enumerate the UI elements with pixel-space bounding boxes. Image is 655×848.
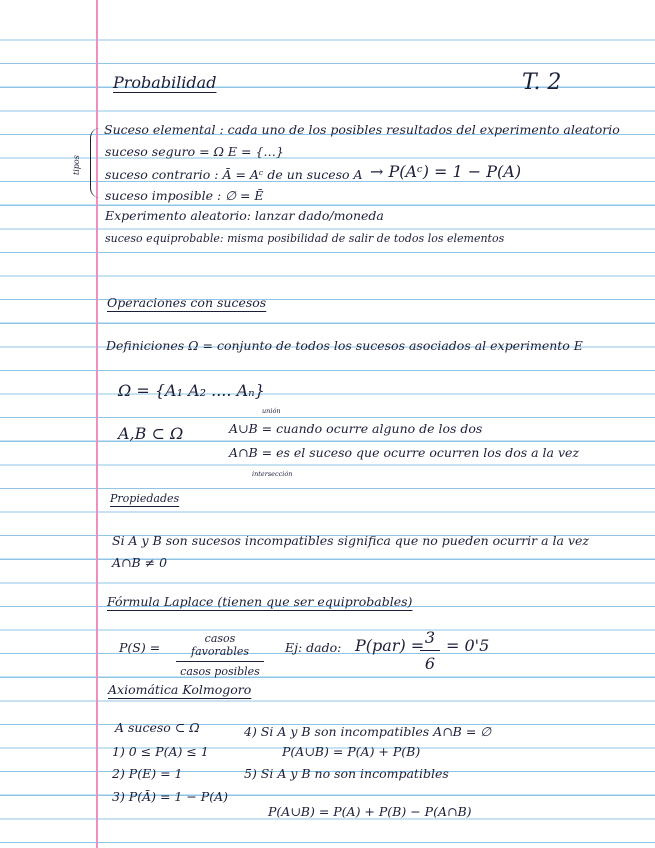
example-fraction xyxy=(420,628,440,673)
topic-label: T. 2 xyxy=(522,70,562,95)
section-heading-propiedades: Propiedades xyxy=(110,492,180,505)
axiom-1: 1) 0 ≤ P(A) ≤ 1 xyxy=(112,744,209,759)
page-title: Probabilidad xyxy=(113,73,217,92)
axiom-2: 2) P(E) = 1 xyxy=(112,766,183,781)
example-label: Ej: dado: xyxy=(285,640,342,655)
omega-set: Ω = {A₁ A₂ .... Aₙ} xyxy=(118,381,265,400)
section-heading-operaciones: Operaciones con sucesos xyxy=(107,295,267,310)
ab-subset: A,B ⊂ Ω xyxy=(118,424,184,443)
laplace-numerator: casos favorables xyxy=(176,632,264,662)
section-heading-kolmogorov: Axiomática Kolmogoro xyxy=(108,682,252,697)
axiom-5: 5) Si A y B no son incompatibles xyxy=(244,766,449,781)
laplace-lhs: P(S) = xyxy=(119,640,161,655)
intersection-note: intersección xyxy=(252,470,293,478)
incompatibles-definition: Si A y B son sucesos incompatibles significa que no pueden ocurrir a la vez xyxy=(112,533,590,548)
bracket-label: tipos xyxy=(72,155,81,175)
example-lhs: P(par) = xyxy=(355,636,425,655)
example-denominator: 6 xyxy=(424,654,436,673)
axiom-4: 4) Si A y B son incompatibles A∩B = ∅ xyxy=(244,724,492,739)
axiom-3: 3) P(Ā) = 1 − P(A) xyxy=(112,789,228,804)
axiom-5-formula: P(A∪B) = P(A) + P(B) − P(A∩B) xyxy=(268,804,472,819)
suceso-contrario: suceso contrario : Ā = Aᶜ de un suceso A xyxy=(105,167,363,182)
bracket xyxy=(90,128,101,198)
suceso-seguro: suceso seguro = Ω E = {…} xyxy=(105,144,284,159)
suceso-imposible: suceso imposible : ∅ = Ē xyxy=(105,188,264,203)
union-note: unión xyxy=(262,407,281,415)
suceso-equiprobable: suceso equiprobable: misma posibilidad de salir de todos los elementos xyxy=(105,232,505,245)
laplace-fraction xyxy=(176,632,264,678)
example-result: = 0'5 xyxy=(446,636,490,655)
suceso-elemental: Suceso elemental : cada uno de los posibles resultados del experimento aleatorio xyxy=(104,122,620,137)
section-heading-laplace: Fórmula Laplace (tienen que ser equiprobables) xyxy=(107,594,413,609)
laplace-denominator: casos posibles xyxy=(180,665,260,678)
kolmogorov-setup: A suceso ⊂ Ω xyxy=(115,720,200,735)
example-numerator: 3 xyxy=(420,628,440,651)
contrario-formula: → P(Aᶜ) = 1 − P(A) xyxy=(370,162,522,181)
union-definition: A∪B = cuando ocurre alguno de los dos xyxy=(229,421,483,436)
intersection-definition: A∩B = es el suceso que ocurre ocurren los dos a la vez xyxy=(229,445,580,460)
experimento-aleatorio: Experimento aleatorio: lanzar dado/moneda xyxy=(105,208,384,223)
definiciones: Definiciones Ω = conjunto de todos los sucesos asociados al experimento E xyxy=(106,338,583,353)
incompatibles-formula: A∩B ≠ 0 xyxy=(112,555,168,570)
axiom-4-formula: P(A∪B) = P(A) + P(B) xyxy=(282,744,421,759)
